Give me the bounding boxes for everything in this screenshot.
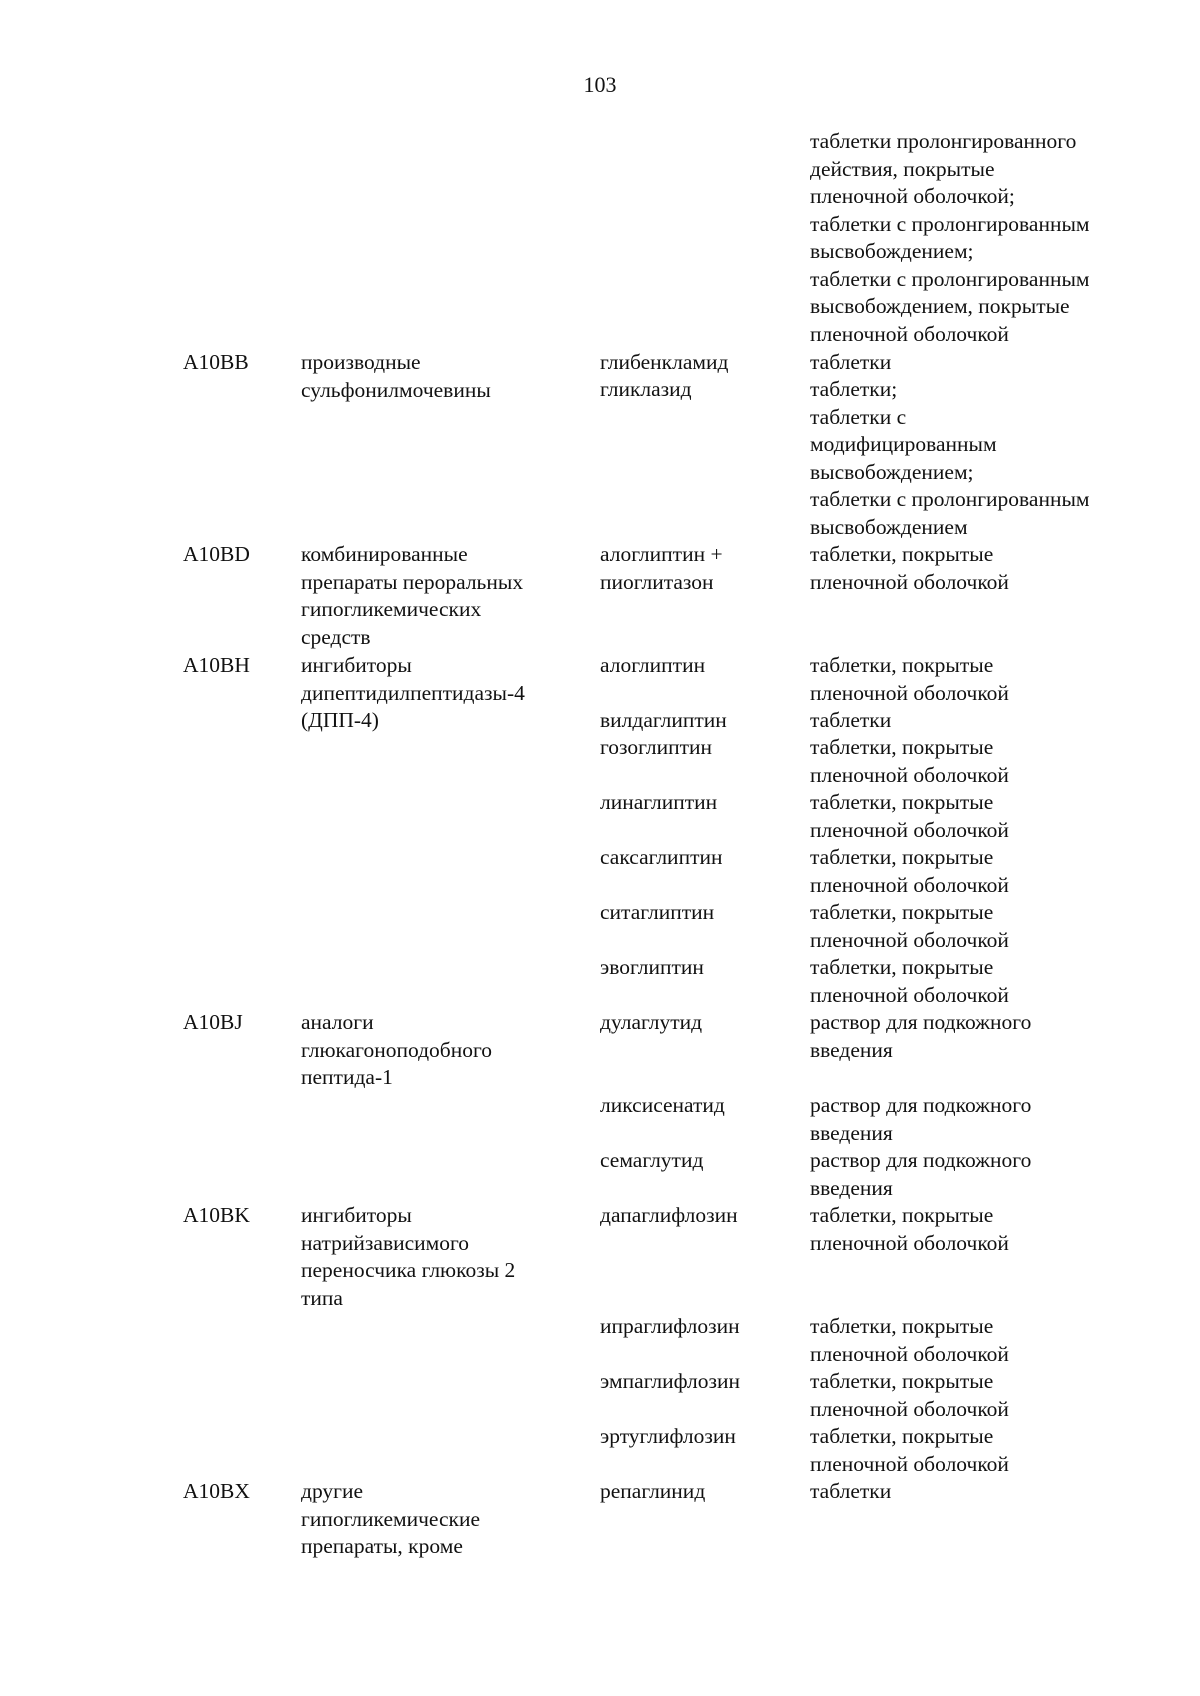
- dosage-form-line: пленочной оболочкой: [810, 321, 1009, 346]
- dosage-form-line: таблетки: [810, 1479, 892, 1503]
- dosage-form-line: высвобождением;: [810, 239, 974, 263]
- dosage-form-line: таблетки, покрытые: [810, 1314, 994, 1338]
- dosage-form-line: таблетки, покрытые: [810, 542, 994, 566]
- drug-name-line: репаглинид: [600, 1479, 706, 1503]
- pharmacological-group-line: (ДПП-4): [301, 708, 379, 732]
- drug-name-line: саксаглиптин: [600, 845, 723, 869]
- atc-code: A10BJ: [183, 1010, 243, 1034]
- dosage-form-line: таблетки с пролонгированным: [810, 266, 1090, 291]
- dosage-form-line: действия, покрытые: [810, 156, 995, 181]
- pharmacological-group-line: гипогликемических: [301, 597, 482, 621]
- dosage-form-line: пленочной оболочкой: [810, 1341, 1009, 1366]
- dosage-form: [810, 1092, 1140, 1147]
- dosage-form-line: таблетки, покрытые: [810, 1369, 994, 1393]
- drug-name: [600, 844, 800, 872]
- drug-name: [600, 1478, 800, 1506]
- dosage-form-line: введения: [810, 1175, 893, 1200]
- drug-name-line: эртуглифлозин: [600, 1424, 736, 1448]
- pharmacological-group-line: препараты, кроме: [301, 1534, 463, 1558]
- dosage-form-line: таблетки, покрытые: [810, 1203, 994, 1227]
- dosage-form-line: таблетки с: [810, 404, 907, 429]
- pharmacological-group-line: препараты пероральных: [301, 569, 524, 594]
- drug-name: [600, 734, 800, 762]
- dosage-form-line: таблетки, покрытые: [810, 1424, 994, 1448]
- drug-name: [600, 1009, 800, 1037]
- drug-name-line: ликсисенатид: [600, 1093, 725, 1117]
- dosage-form-line: высвобождением, покрытые: [810, 294, 1070, 318]
- dosage-form-line: таблетки пролонгированного: [810, 129, 1077, 153]
- dosage-form: [810, 899, 1140, 954]
- drug-name-line: ипраглифлозин: [600, 1314, 740, 1338]
- dosage-form: [810, 349, 1140, 377]
- atc-code: A10BH: [183, 653, 250, 677]
- dosage-form-line: таблетки, покрытые: [810, 790, 994, 814]
- dosage-form: [810, 844, 1140, 899]
- dosage-form: [810, 789, 1140, 844]
- dosage-form-line: таблетки, покрытые: [810, 955, 994, 979]
- dosage-form-line: пленочной оболочкой: [810, 872, 1009, 897]
- drug-name: [600, 789, 800, 817]
- pharmacological-group-line: аналоги: [301, 1010, 374, 1034]
- dosage-form-line: пленочной оболочкой: [810, 817, 1009, 842]
- page-number: 103: [583, 72, 617, 97]
- drug-name-line: эмпаглифлозин: [600, 1369, 741, 1393]
- drug-name: [600, 1368, 800, 1396]
- drug-name-line: гозоглиптин: [600, 735, 713, 759]
- pharmacological-group-line: пептида-1: [301, 1065, 393, 1089]
- dosage-form: [810, 1009, 1140, 1064]
- dosage-form-line: пленочной оболочкой: [810, 762, 1009, 787]
- dosage-form-line: пленочной оболочкой: [810, 927, 1009, 952]
- drug-name-line: эвоглиптин: [600, 955, 704, 979]
- dosage-form-line: раствор для подкожного: [810, 1010, 1032, 1034]
- dosage-form: [810, 1478, 1140, 1506]
- drug-name-line: вилдаглиптин: [600, 708, 727, 732]
- drug-name-line: дулаглутид: [600, 1010, 703, 1034]
- dosage-form-line: пленочной оболочкой: [810, 1230, 1009, 1255]
- dosage-form-line: таблетки, покрытые: [810, 735, 994, 759]
- dosage-form-line: модифицированным: [810, 432, 997, 456]
- pharmacological-group-line: гипогликемические: [301, 1506, 481, 1531]
- atc-code: A10BK: [183, 1203, 250, 1227]
- dosage-form: [810, 1313, 1140, 1368]
- atc-code: A10BB: [183, 350, 249, 374]
- dosage-form-line: пленочной оболочкой: [810, 1451, 1009, 1476]
- pharmacological-group: [301, 541, 581, 651]
- dosage-form-line: раствор для подкожного: [810, 1148, 1032, 1172]
- drug-name: [600, 1092, 800, 1120]
- dosage-form: [810, 734, 1140, 789]
- dosage-form-line: таблетки: [810, 350, 892, 374]
- pharmacological-group-line: ингибиторы: [301, 1203, 412, 1227]
- pharmacological-group: [301, 349, 581, 404]
- drug-name: [600, 954, 800, 982]
- drug-name: [600, 376, 800, 404]
- pharmacological-group-line: сульфонилмочевины: [301, 377, 491, 402]
- pharmacological-group-line: производные: [301, 350, 421, 374]
- pharmacological-group-line: ингибиторы: [301, 653, 412, 677]
- drug-name: [600, 541, 800, 596]
- dosage-form-line: таблетки, покрытые: [810, 900, 994, 924]
- dosage-form-line: введения: [810, 1120, 893, 1145]
- pharmacological-group-line: натрийзависимого: [301, 1230, 470, 1255]
- dosage-form-line: высвобождением;: [810, 459, 974, 484]
- dosage-form-line: пленочной оболочкой: [810, 1396, 1009, 1421]
- dosage-form: [810, 1368, 1140, 1423]
- drug-name-line: ситаглиптин: [600, 900, 715, 924]
- drug-name: [600, 652, 800, 680]
- dosage-form-line: таблетки: [810, 708, 892, 732]
- dosage-form-line: раствор для подкожного: [810, 1093, 1032, 1117]
- pharmacological-group-line: глюкагоноподобного: [301, 1037, 493, 1062]
- drug-name: [600, 1423, 800, 1451]
- drug-name-line: семаглутид: [600, 1148, 704, 1172]
- pharmacological-group-line: типа: [301, 1285, 343, 1310]
- drug-name-line: глибенкламид: [600, 350, 729, 374]
- dosage-form-line: таблетки;: [810, 377, 898, 401]
- dosage-form-line: пленочной оболочкой;: [810, 184, 1015, 208]
- dosage-form: [810, 652, 1140, 707]
- dosage-form: [810, 1423, 1140, 1478]
- dosage-form: [810, 954, 1140, 1009]
- drug-name-line: алоглиптин +: [600, 542, 723, 566]
- drug-name-line: гликлазид: [600, 377, 692, 401]
- atc-code: A10BX: [183, 1479, 250, 1503]
- pharmacological-group-line: дипептидилпептидазы-4: [301, 680, 525, 705]
- drug-name-line: пиоглитазон: [600, 569, 714, 594]
- dosage-form-line: пленочной оболочкой: [810, 982, 1009, 1007]
- dosage-form: [810, 376, 1140, 541]
- dosage-form-line: таблетки, покрытые: [810, 845, 994, 869]
- pharmacological-group: [301, 1009, 581, 1092]
- drug-name-line: линаглиптин: [600, 790, 718, 814]
- drug-name: [600, 349, 800, 377]
- drug-name: [600, 1147, 800, 1175]
- drug-name: [600, 707, 800, 735]
- dosage-form: [810, 1147, 1140, 1202]
- pharmacological-group-line: переносчика глюкозы 2: [301, 1258, 516, 1282]
- dosage-form: [810, 707, 1140, 735]
- drug-name: [600, 1313, 800, 1341]
- dosage-form-line: введения: [810, 1037, 893, 1062]
- pharmacological-group-line: средств: [301, 624, 371, 649]
- dosage-form: [810, 128, 1140, 348]
- dosage-form-line: таблетки с пролонгированным: [810, 487, 1090, 511]
- drug-name: [600, 1202, 800, 1230]
- pharmacological-group: [301, 652, 581, 735]
- drug-name: [600, 899, 800, 927]
- pharmacological-group: [301, 1478, 581, 1561]
- dosage-form-line: пленочной оболочкой: [810, 680, 1009, 705]
- dosage-form-line: таблетки с пролонгированным: [810, 211, 1090, 236]
- dosage-form: [810, 1202, 1140, 1257]
- dosage-form-line: высвобождением: [810, 514, 968, 539]
- dosage-form-line: таблетки, покрытые: [810, 653, 994, 677]
- dosage-form: [810, 541, 1140, 596]
- atc-code: A10BD: [183, 542, 250, 566]
- pharmacological-group-line: комбинированные: [301, 542, 468, 566]
- dosage-form-line: пленочной оболочкой: [810, 569, 1009, 594]
- drug-name-line: дапаглифлозин: [600, 1203, 738, 1227]
- pharmacological-group: [301, 1202, 581, 1312]
- drug-name-line: алоглиптин: [600, 653, 706, 677]
- pharmacological-group-line: другие: [301, 1479, 364, 1503]
